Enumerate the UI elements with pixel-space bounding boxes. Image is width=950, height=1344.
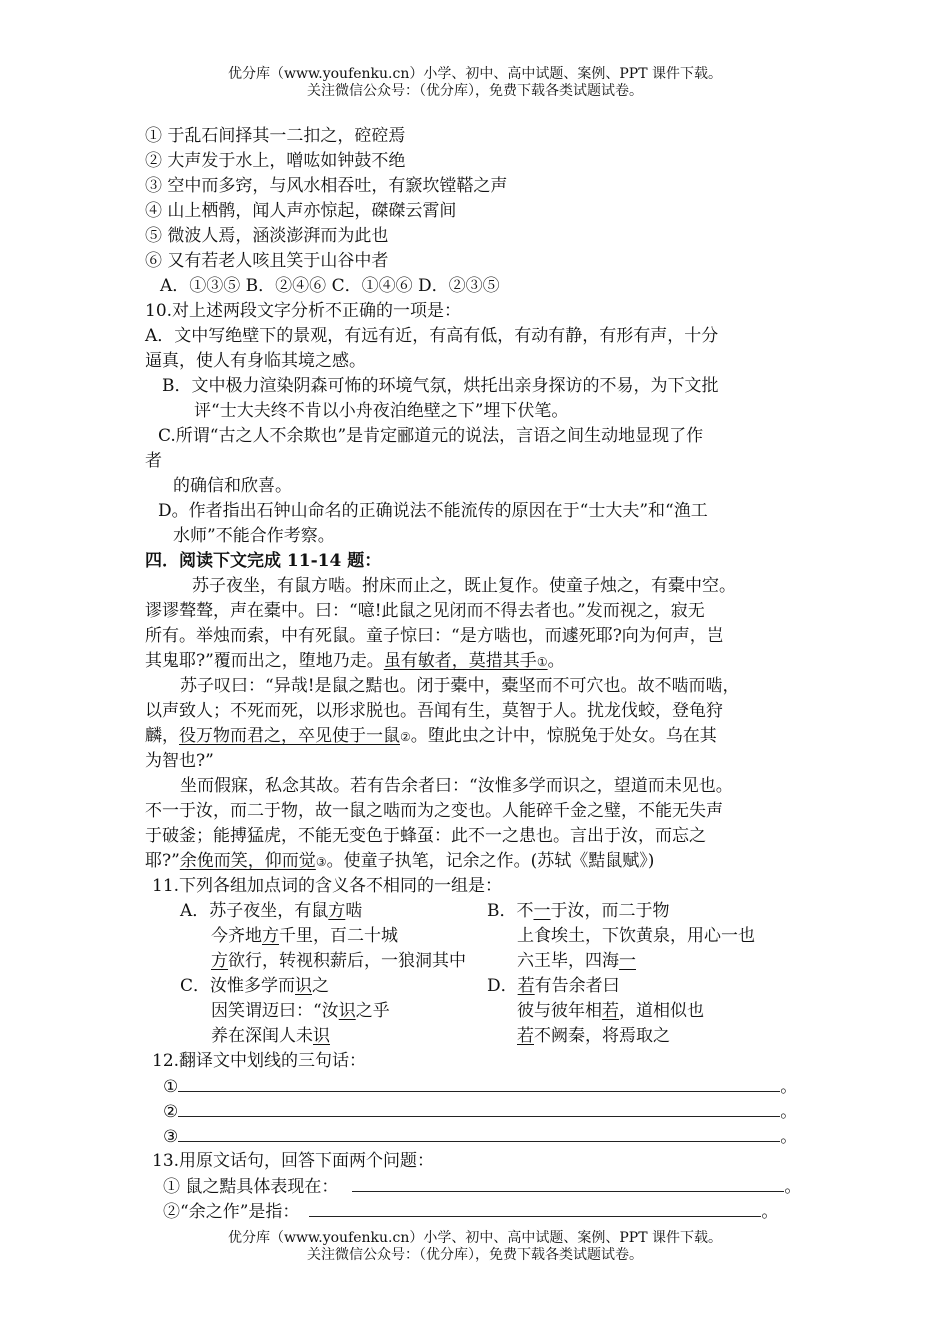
dotted-word: 方 — [211, 951, 228, 971]
q11-option-d-line3 — [517, 1024, 670, 1048]
footer-line-1: 优分库（www.youfenku.cn）小学、初中、高中试题、案例、PPT 课件下载。 — [227, 1230, 722, 1246]
q13-stem: 13.用原文话句，回答下面两个问题： — [152, 1151, 435, 1171]
footer-line-2: 关注微信公众号：（优分库），免费下载各类试题试卷。 — [307, 1247, 643, 1263]
passage-text: 耶?” — [145, 851, 180, 871]
passage-p1-line2: 谬谬聱聱，声在橐中。曰：“噫!此鼠之见闭而不得去者也。”发而视之，寂无 — [145, 601, 705, 621]
passage-p2-line2: 以声致人；不死而死，以形求脱也。吾闻有生，莫智于人。扰龙伐蛟，登龟狩 — [145, 701, 723, 721]
q10-option-d-line1: D。作者指出石钟山命名的正确说法不能流传的原因在于“士大夫”和“渔工 — [158, 501, 708, 521]
dotted-word: 方 — [328, 901, 346, 921]
line-end: 。 — [780, 1077, 798, 1097]
answer-label: ① 鼠之黠具体表现在： — [163, 1177, 339, 1197]
dotted-word: 若 — [602, 1001, 619, 1021]
answer-blank-field[interactable] — [178, 1124, 780, 1142]
passage-p3-line4 — [145, 849, 654, 874]
option-text: 之 — [312, 976, 330, 996]
passage-p2-line3 — [145, 724, 717, 749]
option-text: 欲行，转视积薪后，一狼洞其中 — [228, 951, 466, 971]
passage-text: 其鬼耶?”覆而出之，堕地乃走。 — [145, 651, 384, 671]
q10-stem: 10.对上述两段文字分析不正确的一项是： — [145, 301, 462, 321]
option-text: C．汝惟多学而 — [180, 976, 296, 996]
q11-stem: 11.下列各组加点词的含义各不相同的一组是： — [152, 876, 503, 896]
answer-blank-field[interactable] — [352, 1174, 784, 1192]
option-text: 因笑谓迈曰：“汝 — [211, 1001, 339, 1021]
section-4-title: 四．阅读下文完成 11-14 题： — [145, 551, 382, 571]
q10-option-a-line1: A．文中写绝壁下的景观，有远有近，有高有低，有动有静，有形有声，十分 — [145, 326, 719, 346]
note-marker-2: ② — [400, 730, 411, 744]
answer-number: ① — [163, 1077, 179, 1097]
option-text: 之乎 — [355, 1001, 390, 1021]
underlined-sentence-1: 虽有敏者，莫措其手 — [383, 651, 537, 671]
q11-option-c-line1 — [180, 974, 329, 998]
answer-blank-field[interactable] — [178, 1099, 780, 1117]
option-text: D． — [487, 976, 518, 996]
passage-text: 。 — [547, 651, 565, 671]
passage-p1-line3: 所有。举烛而索，中有死鼠。童子惊曰：“是方啮也，而遽死耶?向为何声，岂 — [145, 626, 724, 646]
dotted-word: 方 — [262, 926, 279, 946]
answer-blank-field[interactable] — [178, 1074, 780, 1092]
q10-option-a-line2: 逼真，使人有身临其境之感。 — [145, 351, 366, 371]
q13-answer-line-1 — [163, 1174, 801, 1199]
q10-option-c-line1: C.所谓“古之人不余欺也”是肯定郦道元的说法，言语之间生动地显现了作 — [158, 426, 704, 446]
option-text: 不阙秦，将焉取之 — [534, 1026, 670, 1046]
q12-stem: 12.翻译文中划线的三句话： — [152, 1051, 367, 1071]
option-item-2: ② 大声发于水上，噌吰如钟鼓不绝 — [145, 151, 406, 171]
dotted-word: 识 — [295, 976, 313, 996]
passage-p2-line1: 苏子叹曰：“异哉!是鼠之黠也。闭于橐中，橐坚而不可穴也。故不啮而啮， — [180, 676, 740, 696]
dotted-word: 一 — [533, 901, 551, 921]
line-end: 。 — [761, 1202, 779, 1222]
option-text: 于汝，而二于物 — [550, 901, 670, 921]
dotted-word: 识 — [313, 1026, 330, 1046]
option-item-4: ④ 山上栖鹘，闻人声亦惊起，磔磔云霄间 — [145, 201, 457, 221]
line-end: 。 — [780, 1127, 798, 1147]
passage-text: 。使童子执笔，记余之作。(苏轼《黠鼠赋》) — [326, 851, 655, 871]
q11-option-d-line1 — [487, 974, 620, 998]
note-marker-3: ③ — [315, 855, 327, 869]
passage-p3-line1: 坐而假寐，私念其故。若有告余者曰：“汝惟多学而识之，望道而未见也。 — [180, 776, 733, 796]
q12-answer-line-1 — [163, 1074, 797, 1099]
q11-option-c-line2 — [211, 999, 390, 1023]
passage-text: 。堕此虫之计中，惊脱兔于处女。乌在其 — [410, 726, 717, 746]
q10-option-d-line2: 水师”不能合作考察。 — [173, 526, 335, 546]
option-text: B．不 — [487, 901, 534, 921]
q11-option-a-line2 — [211, 924, 398, 948]
option-text: ，道相似也 — [619, 1001, 704, 1021]
q10-option-b-line1: B．文中极力渲染阴森可怖的环境气氛，烘托出亲身探访的不易，为下文批 — [162, 376, 719, 396]
header-line-1: 优分库（www.youfenku.cn）小学、初中、高中试题、案例、PPT 课件下载。 — [227, 66, 722, 82]
passage-p3-line3: 于破釜；能搏猛虎，不能无变色于蜂虿：此不一之患也。言出于汝，而忘之 — [145, 826, 706, 846]
q10-option-c-line2: 者 — [145, 451, 162, 471]
option-item-1: ① 于乱石间择其一二扣之，硿硿焉 — [145, 126, 406, 146]
q13-answer-line-2 — [163, 1199, 778, 1224]
dotted-word: 若 — [517, 1026, 534, 1046]
option-item-5: ⑤ 微波人焉，涵淡澎湃而为此也 — [145, 226, 389, 246]
passage-text: 麟， — [145, 726, 179, 746]
header-line-2: 关注微信公众号：（优分库），免费下载各类试题试卷。 — [307, 83, 643, 99]
passage-p1-line1: 苏子夜坐，有鼠方啮。拊床而止之，既止复作。使童子烛之，有橐中空。 — [192, 576, 736, 596]
q12-answer-line-3 — [163, 1124, 797, 1149]
answer-number: ③ — [163, 1127, 179, 1147]
q11-option-c-line3 — [211, 1024, 330, 1048]
line-end: 。 — [780, 1102, 798, 1122]
answer-number: ② — [163, 1102, 179, 1122]
q11-option-d-line2 — [517, 999, 704, 1023]
dotted-word: 识 — [338, 1001, 356, 1021]
line-end: 。 — [784, 1177, 802, 1197]
option-text: 彼与彼年相 — [517, 1001, 602, 1021]
option-text: 养在深闺人未 — [211, 1026, 313, 1046]
q11-option-b-line1 — [487, 899, 670, 923]
underlined-sentence-2: 役万物而君之，卒见使于一鼠 — [179, 726, 400, 746]
dotted-word: 一 — [619, 951, 636, 971]
underlined-sentence-3: 余俛而笑，仰而觉 — [179, 851, 316, 871]
option-text: 今齐地 — [211, 926, 262, 946]
q9-choices: A．①③⑤ B．②④⑥ C．①④⑥ D．②③⑤ — [160, 276, 500, 296]
option-item-6: ⑥ 又有若老人咳且笑于山谷中者 — [145, 251, 389, 271]
note-marker-1: ① — [536, 655, 548, 669]
option-text: 千里，百二十城 — [279, 926, 398, 946]
option-item-3: ③ 空中而多窍，与风水相吞吐，有窾坎镗鞳之声 — [145, 176, 508, 196]
dotted-word: 若 — [517, 976, 535, 996]
q12-answer-line-2 — [163, 1099, 797, 1124]
q10-option-b-line2: 评“士大夫终不肯以小舟夜泊绝壁之下”埋下伏笔。 — [194, 401, 569, 421]
option-text: A．苏子夜坐，有鼠 — [180, 901, 329, 921]
answer-blank-field[interactable] — [309, 1199, 761, 1217]
q10-option-c-line3: 的确信和欣喜。 — [173, 476, 292, 496]
passage-p3-line2: 不一于汝，而二于物，故一鼠之啮而为之变也。人能碎千金之璧，不能无失声 — [145, 801, 723, 821]
option-text: 有告余者曰 — [534, 976, 620, 996]
page-footer — [0, 1230, 950, 1264]
q11-option-b-line2: 上食埃土，下饮黄泉，用心一也 — [517, 926, 755, 946]
q11-option-a-line1 — [180, 899, 362, 923]
passage-p2-line4: 为智也?” — [145, 751, 214, 771]
passage-p1-line4 — [145, 649, 565, 674]
page-header — [0, 66, 950, 100]
option-text: 啮 — [345, 901, 363, 921]
answer-label: ②“余之作”是指： — [163, 1202, 300, 1222]
q11-option-a-line3 — [211, 949, 466, 973]
option-text: 六王毕，四海 — [517, 951, 619, 971]
q11-option-b-line3 — [517, 949, 636, 973]
